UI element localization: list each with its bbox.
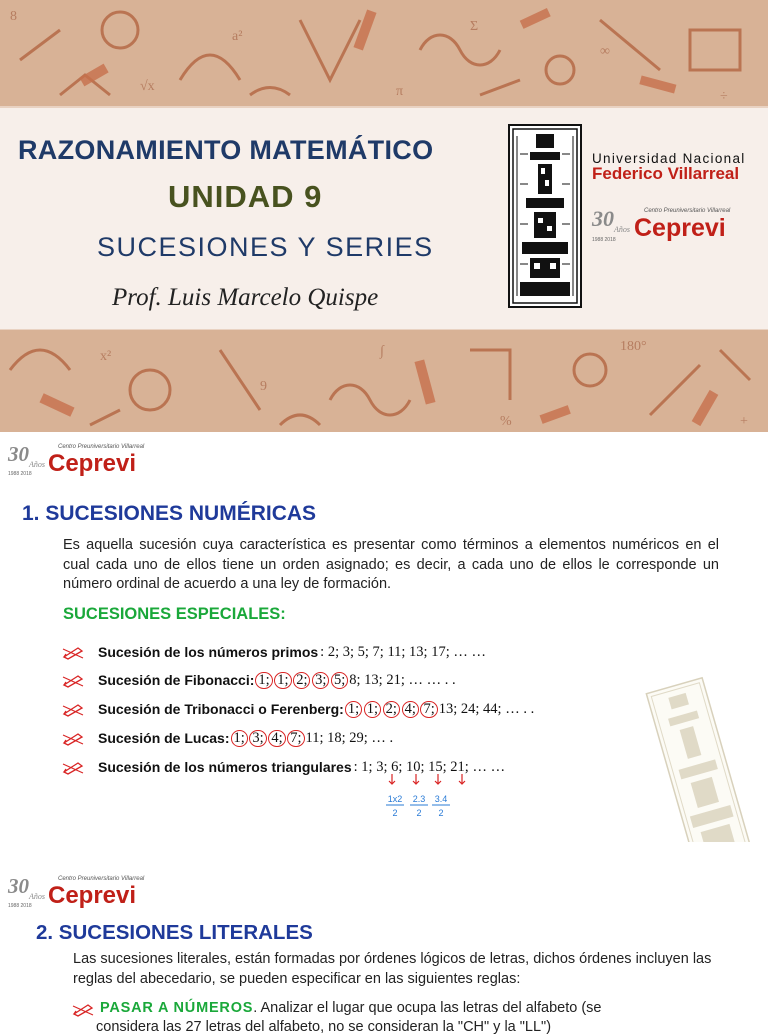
- rule-continuation: considera las 27 letras del alfabeto, no se consideran la "CH" y la "LL"): [96, 1019, 552, 1035]
- circled-term: 1;: [274, 672, 291, 689]
- circled-term: 1;: [255, 672, 272, 689]
- fraction-numerator: 1x2: [387, 794, 403, 804]
- fraction-denominator: 2: [438, 808, 444, 818]
- circled-term: 2;: [293, 672, 310, 689]
- item-sequence: : 1; 3; 6; 10; 15; 21; … …: [353, 758, 506, 775]
- item-label: Sucesión de Fibonacci: [98, 672, 250, 688]
- circled-term: 7;: [420, 701, 437, 718]
- svg-text:∫: ∫: [380, 344, 384, 359]
- list-item: [62, 641, 486, 663]
- section-heading: 2. SUCESIONES LITERALES: [36, 921, 313, 944]
- item-sequence: 13; 24; 44; … . .: [438, 700, 535, 717]
- list-item: Sucesión de Lucas : 1; 3; 4; 7; 11; 18; 29; … .: [62, 727, 393, 749]
- circled-term: 1;: [364, 701, 381, 718]
- circled-terms: [256, 672, 347, 689]
- handwritten-annotation: [378, 772, 488, 830]
- svg-text:Ceprevi: Ceprevi: [634, 214, 726, 242]
- svg-text:1988 2018: 1988 2018: [592, 237, 616, 243]
- svg-text:1988 2018: 1988 2018: [8, 471, 32, 477]
- math-doodle-pattern-bottom: [0, 330, 768, 432]
- item-label: Sucesión de Lucas: [98, 730, 225, 746]
- pencil-bullet-icon: [62, 645, 84, 659]
- svg-text:x²: x²: [100, 349, 112, 364]
- svg-text:Σ: Σ: [470, 19, 479, 34]
- svg-text:√x: √x: [140, 79, 155, 94]
- university-seal-logo: [508, 124, 582, 308]
- rule-text: . Analizar el lugar que ocupa las letras del alfabeto (se: [253, 1000, 602, 1016]
- svg-text:Años: Años: [29, 460, 45, 469]
- ceprevi-logo: [592, 204, 762, 244]
- svg-text:Años: Años: [29, 892, 45, 901]
- topic-subtitle: SUCESIONES Y SERIES: [97, 232, 434, 262]
- cover-slide: [0, 0, 768, 432]
- svg-text:9: 9: [260, 379, 267, 394]
- circled-terms: [346, 701, 437, 718]
- svg-text:Ceprevi: Ceprevi: [48, 882, 137, 909]
- circled-term: 4;: [268, 730, 285, 747]
- item-label: Sucesión de los números triangulares: [98, 759, 352, 775]
- item-sequence: 8; 13; 21; … … . .: [349, 671, 456, 688]
- svg-text:÷: ÷: [720, 89, 728, 104]
- pencil-bullet-icon: [62, 673, 84, 687]
- svg-text:Años: Años: [614, 225, 630, 234]
- pencil-bullet-icon: [62, 702, 84, 716]
- svg-text:1988 2018: 1988 2018: [8, 903, 32, 909]
- list-item: Sucesión de Fibonacci : 1; 1; 2; 3; 5; 8; 13; 21; … … . .: [62, 669, 456, 691]
- ceprevi-logo: [8, 872, 173, 910]
- pencil-bullet-icon: [62, 731, 84, 745]
- section-heading: 1. SUCESIONES NUMÉRICAS: [22, 502, 317, 525]
- svg-text:8: 8: [10, 9, 17, 24]
- circled-term: 7;: [287, 730, 304, 747]
- numeric-sequences-slide: [0, 432, 768, 832]
- pencil-bullet-icon: [72, 1002, 94, 1016]
- circled-term: 5;: [331, 672, 348, 689]
- svg-text:∞: ∞: [600, 44, 610, 59]
- svg-text:+: +: [740, 414, 748, 429]
- course-title: RAZONAMIENTO MATEMÁTICO: [18, 135, 434, 165]
- item-label: Sucesión de los números primos: [98, 644, 319, 660]
- circled-term: 1;: [231, 730, 248, 747]
- author-name: Prof. Luis Marcelo Quispe: [112, 284, 379, 311]
- svg-text:a²: a²: [232, 29, 243, 44]
- item-sequence: : 2; 3; 5; 7; 11; 13; 17; … …: [320, 643, 486, 660]
- math-doodle-pattern-top: [0, 0, 768, 108]
- ceprevi-logo: [8, 440, 173, 478]
- rule-keyword: PASAR A NÚMEROS: [100, 1000, 254, 1016]
- circled-term: 4;: [402, 701, 419, 718]
- section-paragraph: Es aquella sucesión cuya característica es presentar como términos a elementos numéricos en el cual cada uno de ellos tiene un orden asignado; es decir, a cada uno de ellos le corresponde un número ordinal de acuerdo a una ley de formación.: [63, 537, 719, 592]
- fraction-numerator: 2.3: [412, 794, 426, 804]
- circled-term: 3;: [312, 672, 329, 689]
- literal-sequences-slide: [0, 842, 768, 1035]
- circled-term: 1;: [345, 701, 362, 718]
- svg-text:%: %: [500, 414, 512, 429]
- circled-term: 2;: [383, 701, 400, 718]
- item-sequence: 11; 18; 29; … .: [305, 729, 394, 746]
- fraction-denominator: 2: [392, 808, 398, 818]
- rule-item: [72, 998, 732, 1019]
- svg-text:Ceprevi: Ceprevi: [48, 450, 137, 477]
- subsection-heading: SUCESIONES ESPECIALES:: [63, 605, 286, 623]
- circled-terms: [232, 730, 304, 747]
- svg-text:30: 30: [8, 874, 29, 898]
- university-name-line2: Federico Villarreal: [592, 164, 740, 183]
- svg-text:30: 30: [592, 206, 614, 231]
- pencil-bullet-icon: [62, 760, 84, 774]
- circled-term: 3;: [249, 730, 266, 747]
- svg-text:30: 30: [8, 442, 29, 466]
- svg-text:Centro Preuniversitario Villar: Centro Preuniversitario Villarreal: [58, 876, 145, 882]
- unit-title: UNIDAD 9: [168, 179, 323, 214]
- svg-text:π: π: [396, 84, 404, 99]
- section-paragraph: Las sucesiones literales, están formadas por órdenes lógicos de letras, dichos órdenes incluyen las reglas del abecedario, se pueden especificar en las siguientes reglas:: [73, 951, 712, 987]
- svg-text:Centro Preuniversitario Villar: Centro Preuniversitario Villarreal: [644, 208, 731, 214]
- fraction-denominator: 2: [416, 808, 422, 818]
- svg-text:180°: 180°: [620, 339, 647, 354]
- item-label: Sucesión de Tribonacci o Ferenberg: [98, 701, 340, 717]
- svg-text:Centro Preuniversitario Villar: Centro Preuniversitario Villarreal: [58, 444, 145, 450]
- university-name-line1: Universidad Nacional: [592, 151, 746, 166]
- list-item: Sucesión de Tribonacci o Ferenberg : 1; 1; 2; 4; 7; 13; 24; 44; … . .: [62, 698, 534, 720]
- fraction-numerator: 3.4: [434, 794, 448, 804]
